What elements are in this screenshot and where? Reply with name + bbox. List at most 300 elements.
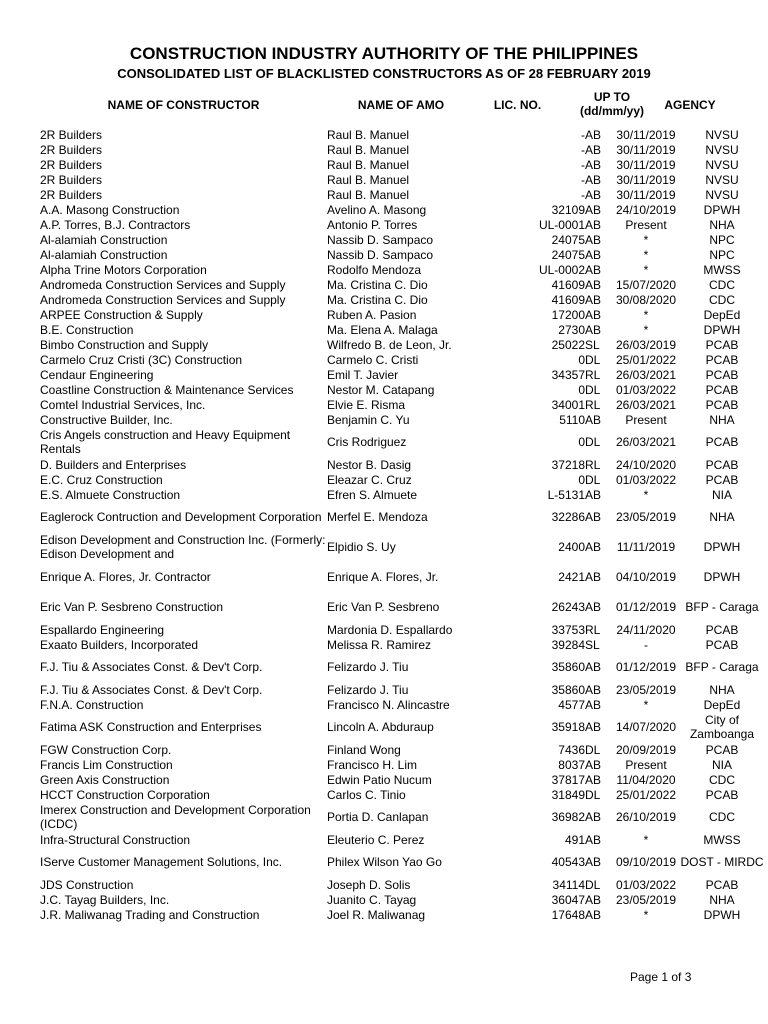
cell-agency: PCAB (705, 637, 739, 652)
document-subtitle: CONSOLIDATED LIST OF BLACKLISTED CONSTRUCTORS AS OF 28 FEBRUARY 2019 (117, 66, 651, 81)
cell-lic: 40543 (551, 855, 585, 869)
cell-amo: Mardonia D. Espallardo (327, 622, 453, 637)
cell-agency: CDC (709, 772, 735, 787)
table-row (40, 337, 767, 352)
cell-type: AB (585, 720, 602, 734)
cell-type: DL (585, 742, 601, 757)
table-row (40, 487, 767, 502)
cell-amo: Ma. Cristina C. Dio (327, 292, 428, 307)
cell-upto: 01/12/2019 (615, 660, 677, 674)
cell-upto: * (643, 247, 649, 262)
cell-lic: 37218 (551, 457, 585, 472)
cell-lic: 0 (578, 472, 585, 487)
cell-amo: Antonio P. Torres (327, 217, 418, 232)
column-header-upto (570, 90, 654, 118)
cell-agency: DepEd (703, 307, 741, 322)
table-row (40, 352, 767, 367)
cell-type: AB (585, 247, 602, 262)
cell-agency: DPWH (703, 202, 741, 217)
column-header-upto-format: (dd/mm/yy) (579, 104, 644, 118)
cell-name: Cris Angels construction and Heavy Equipment Rentals (40, 428, 291, 456)
cell-name: Francis Lim Construction (40, 757, 173, 772)
cell-upto: * (643, 697, 649, 712)
cell-agency: NVSU (705, 142, 739, 157)
cell-agency: BFP - Caraga (685, 600, 759, 614)
cell-name: J.R. Maliwanag Trading and Construction (40, 907, 260, 922)
cell-lic: 37817 (551, 772, 585, 787)
cell-amo: Benjamin C. Yu (327, 412, 410, 427)
cell-amo: Nestor B. Dasig (327, 457, 412, 472)
cell-amo: Juanito C. Tayag (327, 892, 417, 907)
cell-amo: Philex Wilson Yao Go (327, 855, 442, 869)
table-row (40, 277, 767, 292)
cell-name: 2R Builders (40, 142, 103, 157)
cell-agency: CDC (709, 292, 735, 307)
cell-name: Coastline Construction & Maintenance Services (40, 382, 294, 397)
cell-upto: 24/11/2020 (616, 622, 676, 637)
cell-type: DL (585, 472, 601, 487)
cell-upto: * (643, 307, 649, 322)
cell-name: Espallardo Engineering (40, 622, 165, 637)
table-row (40, 877, 767, 892)
cell-amo: Wilfredo B. de Leon, Jr. (327, 337, 452, 352)
cell-upto: 30/11/2019 (616, 187, 676, 202)
table-row (40, 682, 767, 697)
cell-name: 2R Builders (40, 127, 103, 142)
cell-type: DL (585, 787, 601, 802)
cell-agency: NHA (709, 510, 735, 524)
cell-agency: NPC (709, 247, 735, 262)
cell-upto: 30/11/2019 (616, 127, 676, 142)
cell-name: Constructive Builder, Inc. (40, 412, 173, 427)
table-row (40, 847, 767, 877)
cell-lic: 0 (578, 352, 585, 367)
table-row (40, 262, 767, 277)
cell-type: RL (585, 367, 601, 382)
table-row (40, 412, 767, 427)
cell-amo: Cris Rodriguez (327, 435, 407, 449)
cell-amo: Francisco H. Lim (327, 757, 418, 772)
table-row (40, 217, 767, 232)
table-row (40, 562, 767, 592)
cell-lic: 34114 (552, 877, 585, 892)
cell-agency: BFP - Caraga (685, 660, 759, 674)
cell-lic: - (581, 172, 585, 187)
cell-type: RL (585, 622, 601, 637)
table-row (40, 772, 767, 787)
cell-upto: 04/10/2019 (615, 570, 677, 584)
cell-name: Fatima ASK Construction and Enterprises (40, 720, 262, 734)
table-row (40, 307, 767, 322)
document-title: CONSTRUCTION INDUSTRY AUTHORITY OF THE PHILIPPINES (129, 44, 639, 63)
cell-type: AB (585, 202, 602, 217)
cell-amo: Joel R. Maliwanag (327, 907, 426, 922)
cell-agency: NHA (709, 217, 735, 232)
cell-amo: Rodolfo Mendoza (327, 262, 422, 277)
cell-lic: 32286 (551, 510, 585, 524)
cell-lic: 39284 (551, 637, 585, 652)
cell-upto: 09/10/2019 (615, 855, 677, 869)
cell-upto: Present (625, 412, 667, 427)
table-row (40, 832, 767, 847)
cell-agency: DPWH (703, 570, 741, 584)
cell-type: AB (585, 810, 602, 824)
cell-upto: Present (625, 217, 667, 232)
cell-lic: 36982 (551, 810, 585, 824)
cell-agency: DPWH (703, 907, 741, 922)
cell-type: DL (585, 382, 601, 397)
cell-type: AB (585, 757, 602, 772)
cell-lic: 34357 (551, 367, 585, 382)
cell-name: Eric Van P. Sesbreno Construction (40, 600, 223, 614)
cell-upto: * (643, 832, 649, 847)
table-row (40, 787, 767, 802)
table-row (40, 382, 767, 397)
cell-type: AB (585, 772, 602, 787)
cell-name: Andromeda Construction Services and Supply (40, 277, 286, 292)
cell-type: RL (585, 397, 601, 412)
blacklist-table-body (40, 127, 767, 922)
cell-amo: Lincoln A. Abduraup (327, 720, 434, 734)
cell-amo: Francisco N. Alincastre (327, 697, 450, 712)
cell-amo: Nassib D. Sampaco (327, 232, 434, 247)
cell-agency: NIA (711, 487, 732, 502)
cell-agency: PCAB (705, 787, 739, 802)
cell-upto: 25/01/2022 (615, 352, 677, 367)
cell-type: AB (585, 600, 602, 614)
table-row (40, 322, 767, 337)
cell-amo: Ma. Cristina C. Dio (327, 277, 428, 292)
cell-type: AB (585, 307, 602, 322)
cell-lic: - (581, 157, 585, 172)
column-header-name: NAME OF CONSTRUCTOR (107, 98, 260, 112)
cell-name: Enrique A. Flores, Jr. Contractor (40, 570, 211, 584)
cell-lic: 35860 (551, 682, 585, 697)
cell-lic: 4577 (558, 697, 585, 712)
cell-amo: Efren S. Almuete (327, 487, 418, 502)
table-row (40, 367, 767, 382)
cell-upto: 30/08/2020 (615, 292, 677, 307)
cell-amo: Eric Van P. Sesbreno (327, 600, 440, 614)
cell-lic: 0 (578, 382, 585, 397)
cell-agency: DepEd (703, 697, 741, 712)
cell-amo: Finland Wong (327, 742, 401, 757)
cell-amo: Avelino A. Masong (327, 202, 427, 217)
cell-name: 2R Builders (40, 172, 103, 187)
cell-upto: 30/11/2019 (616, 172, 676, 187)
table-row (40, 592, 767, 622)
cell-lic: 491 (564, 832, 585, 847)
cell-lic: - (581, 127, 585, 142)
cell-name: J.C. Tayag Builders, Inc. (40, 892, 170, 907)
cell-type: RL (585, 457, 601, 472)
cell-name: 2R Builders (40, 187, 103, 202)
cell-lic: 31849 (551, 787, 585, 802)
table-row (40, 457, 767, 472)
cell-name: JDS Construction (40, 877, 134, 892)
cell-type: AB (585, 217, 602, 232)
table-row (40, 157, 767, 172)
cell-agency: CDC (709, 277, 735, 292)
cell-upto: 30/11/2019 (616, 157, 676, 172)
cell-amo: Carlos C. Tinio (327, 787, 406, 802)
cell-lic: L-5131 (547, 487, 585, 502)
cell-type: AB (585, 487, 602, 502)
cell-lic: 7436 (558, 742, 585, 757)
cell-upto: 11/11/2019 (616, 540, 676, 554)
cell-lic: 36047 (551, 892, 585, 907)
cell-type: AB (585, 277, 602, 292)
cell-agency: MWSS (703, 262, 741, 277)
cell-upto: 14/07/2020 (615, 720, 677, 734)
cell-amo: Ma. Elena A. Malaga (327, 322, 438, 337)
cell-agency: NVSU (705, 157, 739, 172)
cell-agency: PCAB (705, 877, 739, 892)
cell-agency: PCAB (705, 352, 739, 367)
cell-lic: 41609 (551, 277, 585, 292)
cell-name: FGW Construction Corp. (40, 742, 172, 757)
cell-agency: PCAB (705, 622, 739, 637)
cell-amo: Felizardo J. Tiu (327, 682, 409, 697)
cell-type: DL (585, 877, 601, 892)
cell-type: DL (585, 352, 601, 367)
cell-type: AB (585, 510, 602, 524)
cell-agency: NVSU (705, 127, 739, 142)
cell-name: Imerex Construction and Development Corporation (ICDC) (40, 803, 311, 831)
cell-type: AB (585, 855, 602, 869)
cell-agency: PCAB (705, 472, 739, 487)
cell-agency: PCAB (705, 457, 739, 472)
cell-amo: Nestor M. Catapang (327, 382, 435, 397)
cell-name: Carmelo Cruz Cristi (3C) Construction (40, 352, 243, 367)
table-row (40, 502, 767, 532)
cell-lic: 5110 (559, 412, 585, 427)
cell-name: Alpha Trine Motors Corporation (40, 262, 207, 277)
page-number: Page 1 of 3 (630, 970, 692, 984)
cell-upto: 25/01/2022 (615, 787, 677, 802)
cell-agency: NPC (709, 232, 735, 247)
table-row (40, 637, 767, 652)
cell-type: AB (585, 832, 602, 847)
cell-upto: - (644, 637, 648, 652)
table-row (40, 907, 767, 922)
cell-amo: Melissa R. Ramirez (327, 637, 432, 652)
cell-type: AB (585, 412, 602, 427)
cell-amo: Elvie E. Risma (327, 397, 406, 412)
cell-lic: 41609 (551, 292, 585, 307)
cell-upto: Present (625, 757, 667, 772)
cell-name: A.P. Torres, B.J. Contractors (40, 217, 191, 232)
cell-type: AB (585, 127, 602, 142)
cell-upto: 24/10/2019 (615, 202, 677, 217)
cell-type: AB (585, 157, 602, 172)
column-header-lic: LIC. NO. (493, 98, 542, 112)
cell-lic: UL-0002 (538, 262, 585, 277)
table-row (40, 712, 767, 742)
table-row (40, 652, 767, 682)
cell-agency: PCAB (705, 367, 739, 382)
cell-name: D. Builders and Enterprises (40, 457, 187, 472)
cell-agency: DOST - MIRDC (680, 855, 764, 869)
cell-amo: Eleazar C. Cruz (327, 472, 412, 487)
cell-amo: Emil T. Javier (327, 367, 399, 382)
cell-upto: * (643, 262, 649, 277)
cell-agency: PCAB (705, 397, 739, 412)
cell-name: 2R Builders (40, 157, 103, 172)
cell-type: AB (585, 682, 602, 697)
cell-upto: 23/05/2019 (615, 510, 677, 524)
cell-name: Al-alamiah Construction (40, 247, 168, 262)
cell-upto: 20/09/2019 (615, 742, 677, 757)
cell-name: F.J. Tiu & Associates Const. & Dev't Corp. (40, 682, 263, 697)
cell-agency: NIA (711, 757, 732, 772)
table-row (40, 427, 767, 457)
table-row (40, 172, 767, 187)
table-row (40, 232, 767, 247)
table-row (40, 697, 767, 712)
table-row (40, 187, 767, 202)
cell-upto: 01/03/2022 (615, 472, 677, 487)
cell-upto: 01/03/2022 (615, 382, 677, 397)
blacklist-table (40, 127, 767, 922)
table-row (40, 247, 767, 262)
cell-name: Cendaur Engineering (40, 367, 154, 382)
cell-name: Comtel Industrial Services, Inc. (40, 397, 206, 412)
cell-type: AB (585, 660, 602, 674)
cell-amo: Carmelo C. Cristi (327, 352, 419, 367)
cell-upto: 24/10/2020 (615, 457, 677, 472)
cell-amo: Raul B. Manuel (327, 172, 410, 187)
table-row (40, 202, 767, 217)
column-header-agency: AGENCY (664, 98, 716, 112)
table-row (40, 532, 767, 562)
cell-lic: 33753 (551, 622, 585, 637)
cell-type: AB (585, 322, 602, 337)
table-row (40, 892, 767, 907)
cell-name: E.S. Almuete Construction (40, 487, 181, 502)
cell-agency: NHA (709, 412, 735, 427)
table-row (40, 142, 767, 157)
cell-amo: Raul B. Manuel (327, 187, 410, 202)
cell-name: Al-alamiah Construction (40, 232, 168, 247)
cell-agency: MWSS (703, 832, 741, 847)
cell-name: Bimbo Construction and Supply (40, 337, 209, 352)
cell-amo: Enrique A. Flores, Jr. (327, 570, 439, 584)
cell-agency: NVSU (705, 187, 739, 202)
cell-amo: Merfel E. Mendoza (327, 510, 428, 524)
column-header-amo: NAME OF AMO (357, 98, 445, 112)
cell-type: AB (585, 907, 602, 922)
table-row (40, 472, 767, 487)
cell-amo: Portia D. Canlapan (327, 810, 429, 824)
cell-amo: Felizardo J. Tiu (327, 660, 409, 674)
cell-name: A.A. Masong Construction (40, 202, 180, 217)
cell-name: ARPEE Construction & Supply (40, 307, 203, 322)
cell-lic: 2730 (558, 322, 585, 337)
cell-agency: PCAB (705, 382, 739, 397)
cell-amo: Nassib D. Sampaco (327, 247, 434, 262)
column-header-upto-label: UP TO (593, 90, 631, 104)
cell-agency: NHA (709, 892, 735, 907)
cell-upto: * (643, 487, 649, 502)
cell-lic: 24075 (551, 232, 585, 247)
cell-upto: 11/04/2020 (616, 772, 676, 787)
table-row (40, 127, 767, 142)
cell-agency: PCAB (705, 435, 739, 449)
cell-upto: 15/07/2020 (615, 277, 677, 292)
cell-lic: 17648 (551, 907, 585, 922)
cell-upto: 23/05/2019 (615, 892, 677, 907)
cell-lic: - (581, 187, 585, 202)
cell-name: Eaglerock Contruction and Development Corporation (40, 510, 322, 524)
table-row (40, 397, 767, 412)
cell-lic: 32109 (551, 202, 585, 217)
cell-upto: 01/03/2022 (615, 877, 677, 892)
cell-type: AB (585, 697, 602, 712)
cell-agency: PCAB (705, 337, 739, 352)
cell-amo: Ruben A. Pasion (327, 307, 417, 322)
cell-type: AB (585, 292, 602, 307)
cell-name: Green Axis Construction (40, 772, 170, 787)
cell-lic: 34001 (551, 397, 585, 412)
cell-upto: 01/12/2019 (615, 600, 677, 614)
cell-type: AB (585, 187, 602, 202)
cell-lic: 35860 (551, 660, 585, 674)
cell-upto: 26/10/2019 (615, 810, 677, 824)
cell-agency: PCAB (705, 742, 739, 757)
table-row (40, 622, 767, 637)
cell-type: AB (585, 232, 602, 247)
cell-name: F.J. Tiu & Associates Const. & Dev't Corp. (40, 660, 263, 674)
cell-type: AB (585, 142, 602, 157)
cell-agency: NHA (709, 682, 735, 697)
table-row (40, 802, 767, 832)
cell-agency: City of Zamboanga (689, 713, 755, 741)
cell-name: Edison Development and Construction Inc. (Formerly: Edison Development and (40, 533, 326, 561)
cell-type: AB (585, 570, 602, 584)
cell-upto: 26/03/2021 (615, 397, 677, 412)
cell-upto: 26/03/2021 (615, 435, 677, 449)
cell-lic: 26243 (551, 600, 585, 614)
cell-agency: DPWH (703, 540, 741, 554)
cell-lic: 35918 (551, 720, 585, 734)
cell-type: AB (585, 262, 602, 277)
cell-lic: 25022 (551, 337, 585, 352)
table-row (40, 292, 767, 307)
cell-lic: 17200 (551, 307, 585, 322)
cell-type: AB (585, 540, 602, 554)
cell-lic: 24075 (551, 247, 585, 262)
cell-amo: Eleuterio C. Perez (327, 832, 425, 847)
cell-type: AB (585, 892, 602, 907)
cell-name: E.C. Cruz Construction (40, 472, 163, 487)
cell-name: B.E. Construction (40, 322, 134, 337)
cell-name: Andromeda Construction Services and Supply (40, 292, 286, 307)
cell-amo: Raul B. Manuel (327, 142, 410, 157)
cell-lic: - (581, 142, 585, 157)
cell-upto: * (643, 322, 649, 337)
cell-type: SL (585, 337, 600, 352)
cell-upto: * (643, 232, 649, 247)
cell-amo: Joseph D. Solis (327, 877, 411, 892)
cell-amo: Edwin Patio Nucum (327, 772, 432, 787)
cell-name: HCCT Construction Corporation (40, 787, 210, 802)
cell-agency: NVSU (705, 172, 739, 187)
cell-upto: 30/11/2019 (616, 142, 676, 157)
cell-lic: 0 (578, 435, 585, 449)
cell-type: SL (585, 637, 600, 652)
table-row (40, 757, 767, 772)
